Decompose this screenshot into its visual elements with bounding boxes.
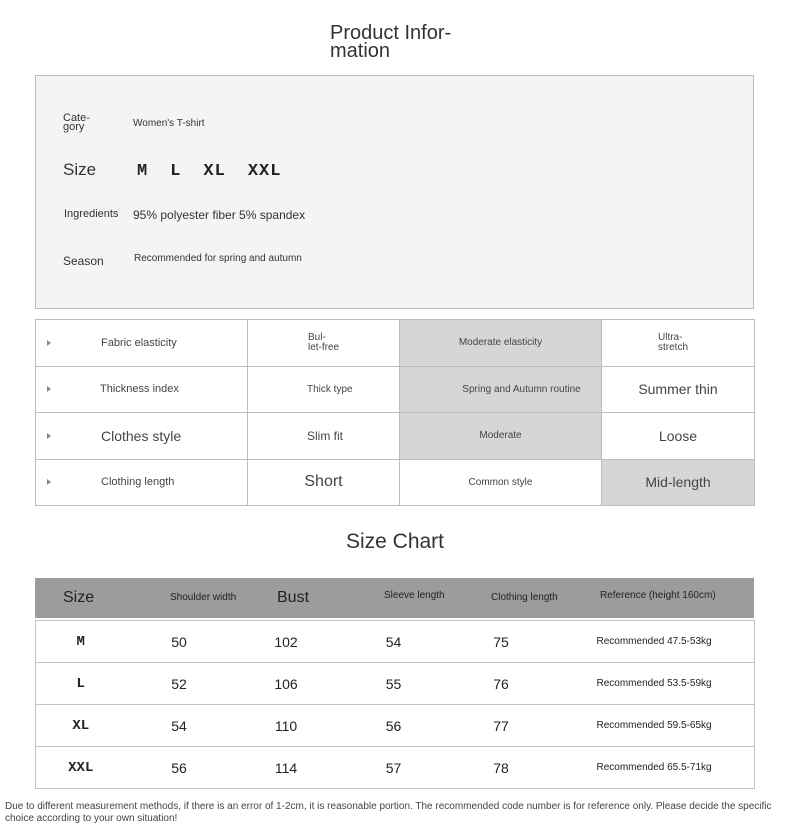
size-label: Size <box>63 160 97 179</box>
header-reference: Reference (height 160cm) <box>600 590 716 601</box>
reference-cell: Recommended 47.5-53kg <box>555 621 755 663</box>
size-option-xl[interactable]: XL <box>203 162 226 181</box>
size-option-m[interactable]: M <box>137 162 149 181</box>
attribute-option: Common style <box>400 459 602 506</box>
category-value: Women's T-shirt <box>133 118 205 129</box>
measurement-note: Due to different measurement methods, if there is an error of 1-2cm, it is reasonable portion. The recommended code number is for reference only. Please decide the specific choice according to your own situation! <box>5 801 772 824</box>
attribute-row-length <box>36 459 755 506</box>
attribute-option: Bul- let-free <box>248 320 400 367</box>
category-label: Cate- gory <box>63 112 90 133</box>
shoulder-cell: 54 <box>126 705 233 747</box>
size-option-l[interactable]: L <box>170 162 182 181</box>
header-bust: Bust <box>277 589 310 606</box>
size-chart-header <box>35 578 754 618</box>
bullet-triangle-icon <box>47 433 51 439</box>
length-cell: 78 <box>448 747 555 789</box>
header-clothing-length: Clothing length <box>491 592 558 603</box>
season-label: Season <box>63 254 104 268</box>
sleeve-cell: 57 <box>340 747 448 789</box>
size-cell: L <box>36 663 126 705</box>
attribute-label: Clothes style <box>101 427 182 444</box>
bust-cell: 106 <box>233 663 340 705</box>
shoulder-cell: 50 <box>126 621 233 663</box>
attribute-option-selected: Moderate elasticity <box>400 320 602 367</box>
attribute-row-style <box>36 413 755 460</box>
attribute-label-cell <box>36 366 248 413</box>
attribute-row-elasticity <box>36 320 755 367</box>
sleeve-cell: 54 <box>340 621 448 663</box>
ingredients-label: Ingredients <box>64 208 119 220</box>
attribute-label: Fabric elasticity <box>101 336 177 349</box>
size-option-xxl[interactable]: XXL <box>247 162 282 181</box>
bust-cell: 102 <box>233 621 340 663</box>
attribute-option: Ultra- stretch <box>602 320 755 367</box>
sleeve-cell: 56 <box>340 705 448 747</box>
attribute-option: Loose <box>602 413 755 460</box>
reference-cell: Recommended 59.5-65kg <box>555 705 755 747</box>
header-sleeve-length: Sleeve length <box>384 590 445 601</box>
reference-cell: Recommended 65.5-71kg <box>555 747 755 789</box>
attribute-label: Clothing length <box>101 476 175 489</box>
bullet-triangle-icon <box>47 386 51 392</box>
attribute-label-cell <box>36 459 248 506</box>
attribute-option: Short <box>248 459 400 506</box>
product-info-title: Product Infor- mation <box>330 22 452 62</box>
shoulder-cell: 52 <box>126 663 233 705</box>
reference-cell: Recommended 53.5-59kg <box>555 663 755 705</box>
attribute-option: Slim fit <box>248 413 400 460</box>
table-row <box>36 747 755 789</box>
length-cell: 75 <box>448 621 555 663</box>
length-cell: 76 <box>448 663 555 705</box>
size-cell: XL <box>36 705 126 747</box>
size-options <box>137 162 303 181</box>
header-size: Size <box>63 589 95 606</box>
bust-cell: 110 <box>233 705 340 747</box>
ingredients-value: 95% polyester fiber 5% spandex <box>133 208 306 222</box>
attribute-label-cell <box>36 320 248 367</box>
season-value: Recommended for spring and autumn <box>134 253 302 264</box>
sleeve-cell: 55 <box>340 663 448 705</box>
attribute-row-thickness <box>36 366 755 413</box>
table-row <box>36 621 755 663</box>
attributes-table <box>35 319 755 506</box>
header-shoulder-width: Shoulder width <box>170 592 237 603</box>
size-chart-table <box>35 620 755 789</box>
product-info-panel <box>35 75 754 309</box>
bullet-triangle-icon <box>47 479 51 485</box>
attribute-option-selected: Spring and Autumn routine <box>400 366 602 413</box>
size-chart-title: Size Chart <box>345 530 445 553</box>
attribute-label-cell <box>36 413 248 460</box>
length-cell: 77 <box>448 705 555 747</box>
attribute-option-selected: Mid-length <box>602 459 755 506</box>
bullet-triangle-icon <box>47 340 51 346</box>
bust-cell: 114 <box>233 747 340 789</box>
size-cell: XXL <box>36 747 126 789</box>
attribute-label: Thickness index <box>100 383 179 396</box>
attribute-option: Summer thin <box>602 366 755 413</box>
shoulder-cell: 56 <box>126 747 233 789</box>
size-cell: M <box>36 621 126 663</box>
attribute-option: Thick type <box>248 366 400 413</box>
table-row <box>36 705 755 747</box>
table-row <box>36 663 755 705</box>
attribute-option-selected: Moderate <box>400 413 602 460</box>
